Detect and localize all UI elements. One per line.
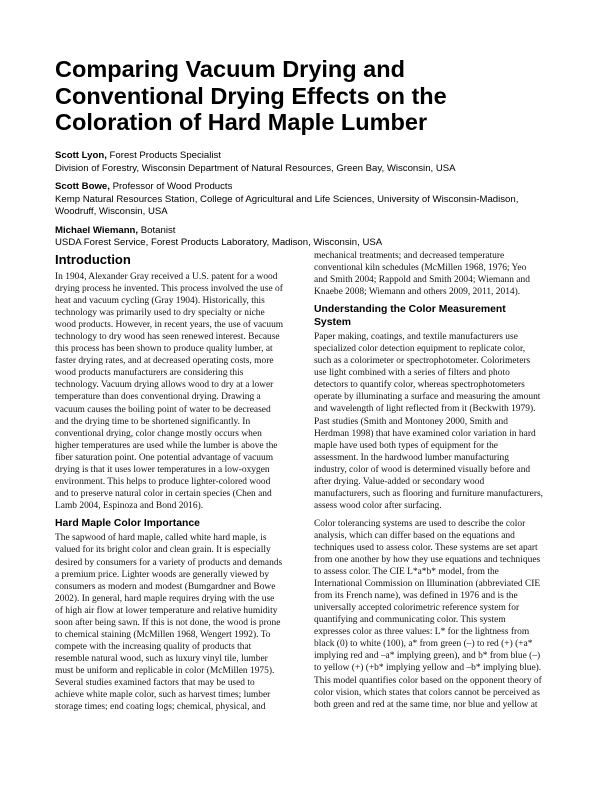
color-measurement-paragraph-1 <box>314 331 560 512</box>
text-line: use light combined with a series of filters and photo <box>314 368 510 379</box>
text-line: and Smith 2004; Rappold and Smith 2004; Wiemann and <box>314 275 530 286</box>
text-line: Herdman 1998) that have examined color variation in hard <box>314 428 536 439</box>
text-line: after drying. Value-added or secondary wood <box>314 476 485 487</box>
text-line: achieve white maple color, such as harvest times; lumber <box>55 690 271 701</box>
text-line: Several studies examined factors that may be used to <box>55 678 255 688</box>
text-line: conventional drying, color change mostly occurs when <box>55 428 262 439</box>
author-name-line <box>55 150 555 163</box>
author-entry <box>55 150 555 175</box>
text-line: color vision, which states that colors cannot be perceived as <box>314 687 540 698</box>
text-line: drying is that it uses lower temperatures in a low-oxygen <box>55 464 270 475</box>
text-line: industry, color of wood is determined visually before and <box>314 464 531 475</box>
text-line: conventional kiln schedules (McMillen 1968, 1976; Yeo <box>314 263 527 274</box>
text-line: techniques used to assess color. These systems are set apart <box>314 542 538 553</box>
text-line: storage times; end coating logs; chemical, physical, and <box>55 702 266 713</box>
text-line: environment. This helps to produce lighter-colored wood <box>55 476 271 487</box>
text-line: quantifying and communicating color. This system <box>314 615 506 626</box>
text-line: heat and vacuum cycling (Gray 1904). Historically, this <box>55 296 265 307</box>
text-line: System <box>314 316 351 328</box>
text-line: desired by consumers for a variety of products and demands <box>55 557 283 568</box>
text-line: detectors to quantify color, whereas spectrophotometers <box>314 380 525 391</box>
author-affiliation: Division of Forestry, Wisconsin Department of Natural Resources, Green Bay, Wisconsin, USA <box>55 162 456 174</box>
author-affiliation: Kemp Natural Resources Station, College of Agricultural and Life Sciences, University of Wisconsin-Madison, <box>55 193 519 205</box>
text-line: International Commission on Illumination (abbreviated CIE <box>314 579 541 590</box>
author-role: Professor of Wood Products <box>109 181 233 192</box>
text-line: technology. Vacuum drying allows wood to dry at a lower <box>55 380 274 391</box>
author-affiliation: USDA Forest Service, Forest Products Laboratory, Madison, Wisconsin, USA <box>55 237 383 248</box>
text-line: Knaebe 2008; Wiemann and others 2009, 2011, 2014). <box>314 287 521 298</box>
title-line: Comparing Vacuum Drying and <box>55 56 405 82</box>
text-line: In 1904, Alexander Gray received a U.S. patent for a wood <box>55 272 278 282</box>
text-line: Understanding the Color Measurement <box>314 304 506 316</box>
text-line: expresses color as three values: L* for the lightness from <box>314 627 530 638</box>
text-line: wood products manufacturers are considering this <box>55 368 244 379</box>
text-line: assess wood color after surfacing. <box>314 500 442 511</box>
hard-maple-paragraph <box>55 532 299 713</box>
left-column <box>55 252 299 719</box>
text-line: specialized color detection equipment to replicate color, <box>314 344 526 355</box>
color-measurement-paragraph-2 <box>314 518 560 711</box>
text-line: technology was primarily used to dry specialty or niche <box>55 308 265 319</box>
text-line: higher temperatures are used while the lumber is above the <box>55 440 278 451</box>
paper-title <box>55 56 525 136</box>
text-line: compete with the increasing quality of products that <box>55 641 252 652</box>
text-line: analysis, which can differ based on the equations and <box>314 530 515 541</box>
section-heading-introduction: Introduction <box>55 252 131 267</box>
section-heading-hard-maple: Hard Maple Color Importance <box>55 517 200 529</box>
text-line: black (0) to white (100), a* from green (–) to red (+) (+a* <box>314 639 533 650</box>
text-line: and wavelength of light reflected from it (Beckwith 1979). <box>314 404 536 415</box>
text-line: and the drying time to be shortened significantly. In <box>55 416 251 427</box>
right-column <box>314 250 560 717</box>
text-line: faster drying rates, and at decreased operating costs, more <box>55 356 274 367</box>
text-line: implying red and –a* implying green), and b* from blue (–) <box>314 651 541 662</box>
author-entry <box>55 181 555 219</box>
text-line: The sapwood of hard maple, called white hard maple, is <box>55 533 267 544</box>
text-line: fiber saturation point. One potential advantage of vacuum <box>55 452 274 463</box>
author-name: Scott Lyon, <box>55 150 107 161</box>
text-line: Paper making, coatings, and textile manufacturers use <box>314 332 518 343</box>
introduction-paragraph <box>55 271 299 512</box>
section-heading-color-measurement <box>314 304 560 329</box>
text-line: drying process he invented. This process involved the use of <box>55 284 283 295</box>
text-line: mechanical treatments; and decreased temperature <box>314 251 505 261</box>
author-name: Scott Bowe, <box>55 181 110 192</box>
text-line: wood products. However, in recent years, the use of vacuum <box>55 320 284 331</box>
text-line: such as a colorimeter or spectrophotometer. Colorimeters <box>314 356 531 367</box>
text-line: Past studies (Smith and Montoney 2000, Smith and <box>314 416 508 427</box>
title-line: Conventional Drying Effects on the <box>55 82 447 109</box>
continued-paragraph <box>314 250 560 298</box>
text-line: Color tolerancing systems are used to describe the color <box>314 518 526 529</box>
text-line: universally accepted colorimetric reference system for <box>314 603 520 614</box>
text-line: from one another by how they use equations and techniques <box>314 555 541 566</box>
author-name: Michael Wiemann, <box>55 224 139 236</box>
text-line: from its French name), was defined in 1976 and is the <box>314 591 518 602</box>
text-line: consumers as modern and modest (Bumgardner and Bowe <box>55 581 276 592</box>
text-line: temperature than does conventional drying. Drawing a <box>55 392 261 403</box>
title-line: Coloration of Hard Maple Lumber <box>55 109 428 135</box>
text-line: vacuum causes the boiling point of water to be decreased <box>55 404 271 415</box>
text-line: to chemical staining (McMillen 1968, Wengert 1992). To <box>55 629 271 640</box>
text-line: to assess color. The CIE L*a*b* model, from the <box>314 567 499 578</box>
text-line: This model quantifies color based on the opponent theory of <box>314 675 542 686</box>
text-line: manufacturers, such as flooring and furniture manufacturers, <box>314 488 544 499</box>
author-affiliation: Woodruff, Wisconsin, USA <box>55 206 168 217</box>
text-line: Lamb 2004, Espinoza and Bond 2016). <box>55 500 204 511</box>
text-line: to yellow (+) (+b* implying yellow and –b* implying blue). <box>314 663 542 674</box>
text-line: assessment. In the hardwood lumber manufacturing <box>314 452 509 463</box>
author-name-line <box>55 181 555 194</box>
text-line: soon after being sawn. If this is not done, the wood is prone <box>55 617 281 628</box>
text-line: valued for its bright color and clean grain. It is especially <box>55 545 271 556</box>
text-line: a premium price. Lighter woods are generally viewed by <box>55 569 270 580</box>
author-block <box>55 150 555 256</box>
text-line: technology to dry wood has seen renewed interest. Because <box>55 332 280 343</box>
text-line: operate by illuminating a surface and measuring the amount <box>314 392 541 403</box>
text-line: must be uniform and replicable in color (McMillen 1975). <box>55 665 275 676</box>
author-role: Botanist <box>138 224 176 236</box>
author-entry <box>55 225 555 250</box>
text-line: both green and red at the same time, nor blue and yellow at <box>314 699 538 710</box>
text-line: resemble natural wood, such as luxury vinyl tile, lumber <box>55 653 268 664</box>
author-name-line <box>55 225 555 238</box>
text-line: 2002). In general, hard maple requires drying with the use <box>55 593 275 604</box>
author-role: Forest Products Specialist <box>106 150 221 161</box>
text-line: of high air flow at lower temperature and relative humidity <box>55 605 278 616</box>
text-line: and to preserve natural color in certain species (Chen and <box>55 488 272 499</box>
text-line: this process has been shown to produce quality lumber, at <box>55 344 273 355</box>
text-line: maple have used both types of equipment for the <box>314 440 498 451</box>
